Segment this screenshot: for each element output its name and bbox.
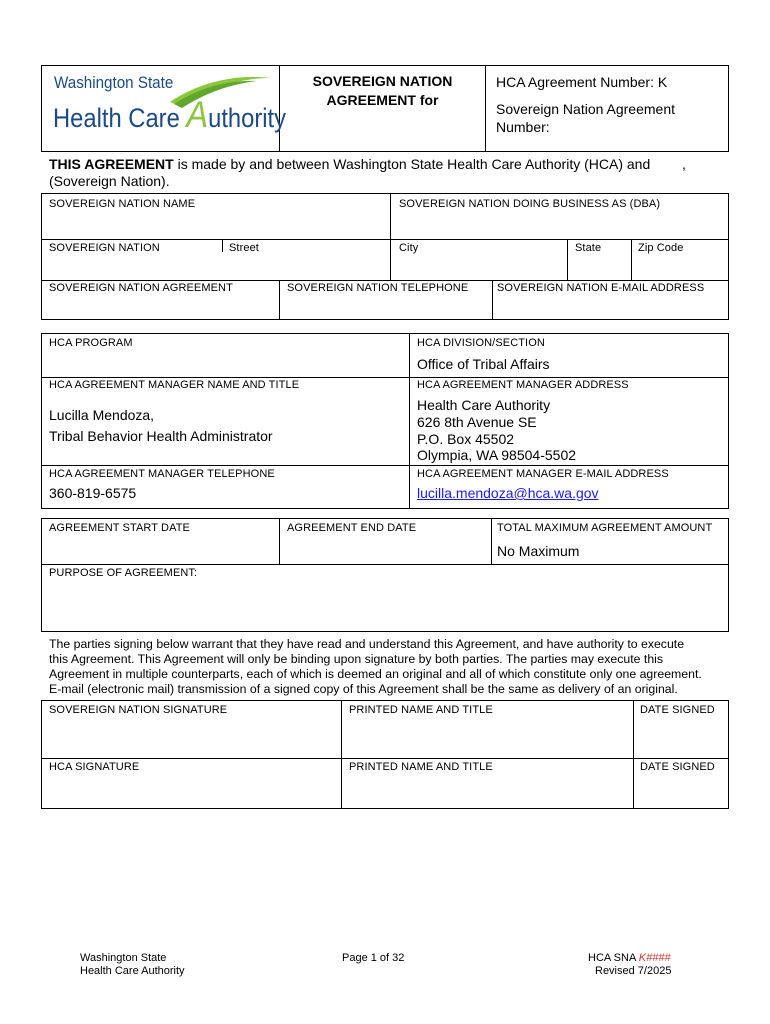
date-signed-label-2: DATE SIGNED (640, 761, 715, 773)
hca-manager-telephone-label: HCA AGREEMENT MANAGER TELEPHONE (49, 468, 275, 480)
hca-signature-label: HCA SIGNATURE (49, 761, 140, 773)
total-max-amount-label: TOTAL MAXIMUM AGREEMENT AMOUNT (497, 522, 713, 534)
warrant-paragraph (49, 637, 720, 697)
intro-bold: THIS AGREEMENT (49, 156, 174, 172)
footer-org-line-2: Health Care Authority (80, 965, 185, 977)
signature-table (41, 700, 729, 809)
warrant-line-3: Agreement in multiple counterparts, each of which is deemed an original and all of which constitute only one agreement. (49, 667, 702, 681)
hca-division-label: HCA DIVISION/SECTION (417, 337, 545, 349)
hca-manager-name: Lucilla Mendoza, (49, 407, 155, 423)
sovereign-nation-telephone-label: SOVEREIGN NATION TELEPHONE (287, 282, 469, 294)
state-label: State (575, 242, 602, 254)
hca-address-line-4: Olympia, WA 98504-5502 (417, 447, 577, 463)
hca-division-value: Office of Tribal Affairs (417, 356, 550, 372)
printed-name-title-label: PRINTED NAME AND TITLE (349, 704, 493, 716)
agreement-dates-table (41, 518, 729, 632)
zip-code-label: Zip Code (638, 242, 684, 254)
hca-address-line-1: Health Care Authority (417, 397, 551, 413)
footer-doc-prefix: HCA SNA (588, 952, 639, 964)
hca-program-label: HCA PROGRAM (49, 337, 133, 349)
footer-revised: Revised 7/2025 (595, 965, 672, 977)
intro-line-2: (Sovereign Nation). (49, 173, 170, 189)
hca-manager-title: Tribal Behavior Health Administrator (49, 428, 273, 444)
sovereign-nation-email-label: SOVEREIGN NATION E-MAIL ADDRESS (497, 282, 705, 294)
date-signed-label: DATE SIGNED (640, 704, 715, 716)
footer-doc-code: K#### (638, 952, 671, 964)
hca-agreement-number-label: HCA Agreement Number: K (496, 74, 668, 90)
sovereign-nation-agreement-label: SOVEREIGN NATION AGREEMENT (49, 282, 233, 294)
logo-line-2a: Health Care (53, 103, 187, 133)
total-max-amount-value: No Maximum (497, 543, 580, 559)
hca-manager-name-label: HCA AGREEMENT MANAGER NAME AND TITLE (49, 379, 300, 391)
city-label: City (399, 242, 419, 254)
sn-agreement-number-label-1: Sovereign Nation Agreement (496, 101, 675, 117)
title-line-2: AGREEMENT for (326, 92, 439, 108)
sn-signature-label: SOVEREIGN NATION SIGNATURE (49, 704, 228, 716)
title-line-1: SOVEREIGN NATION (312, 73, 453, 89)
warrant-line-1: The parties signing below warrant that they have read and understand this Agreement, and have authority to execute (49, 637, 685, 651)
footer-org-line-1: Washington State (80, 952, 167, 964)
hca-program-table (41, 333, 729, 509)
printed-name-title-label-2: PRINTED NAME AND TITLE (349, 761, 493, 773)
hca-manager-email-label: HCA AGREEMENT MANAGER E-MAIL ADDRESS (417, 468, 669, 480)
warrant-line-2: this Agreement. This Agreement will only be binding upon signature by both parties. The parties may execute this (49, 652, 664, 666)
hca-manager-telephone: 360-819-6575 (49, 485, 137, 501)
agreement-end-date-label: AGREEMENT END DATE (287, 522, 417, 534)
street-label: Street (229, 242, 259, 254)
footer-page-number: Page 1 of 32 (342, 952, 405, 964)
hca-manager-email-link[interactable]: lucilla.mendoza@hca.wa.gov (417, 485, 599, 501)
intro-text: is made by and between Washington State Health Care Authority (HCA) and (173, 156, 651, 172)
purpose-of-agreement-label: PURPOSE OF AGREEMENT: (49, 567, 198, 579)
logo-a-letter: A (186, 94, 209, 135)
header-divider-2 (485, 66, 486, 152)
hca-address-line-3: P.O. Box 45502 (417, 431, 515, 447)
warrant-line-4: E-mail (electronic mail) transmission of a signed copy of this Agreement shall be the same as delivery of an original. (49, 682, 678, 696)
agreement-start-date-label: AGREEMENT START DATE (49, 522, 190, 534)
sn-agreement-number-label-2: Number: (496, 119, 550, 135)
logo-line-2b: uthority (208, 103, 287, 133)
hca-logo (52, 72, 287, 142)
header-table (41, 65, 729, 152)
intro-comma: , (682, 156, 686, 172)
hca-address-line-2: 626 8th Avenue SE (417, 414, 537, 430)
sovereign-nation-address-label: SOVEREIGN NATION (49, 242, 160, 254)
hca-manager-address-label: HCA AGREEMENT MANAGER ADDRESS (417, 379, 629, 391)
logo-line-1: Washington State (54, 74, 174, 92)
sovereign-nation-table (41, 193, 729, 320)
sovereign-nation-name-label: SOVEREIGN NATION NAME (49, 198, 196, 210)
sovereign-nation-dba-label: SOVEREIGN NATION DOING BUSINESS AS (DBA) (399, 198, 661, 210)
